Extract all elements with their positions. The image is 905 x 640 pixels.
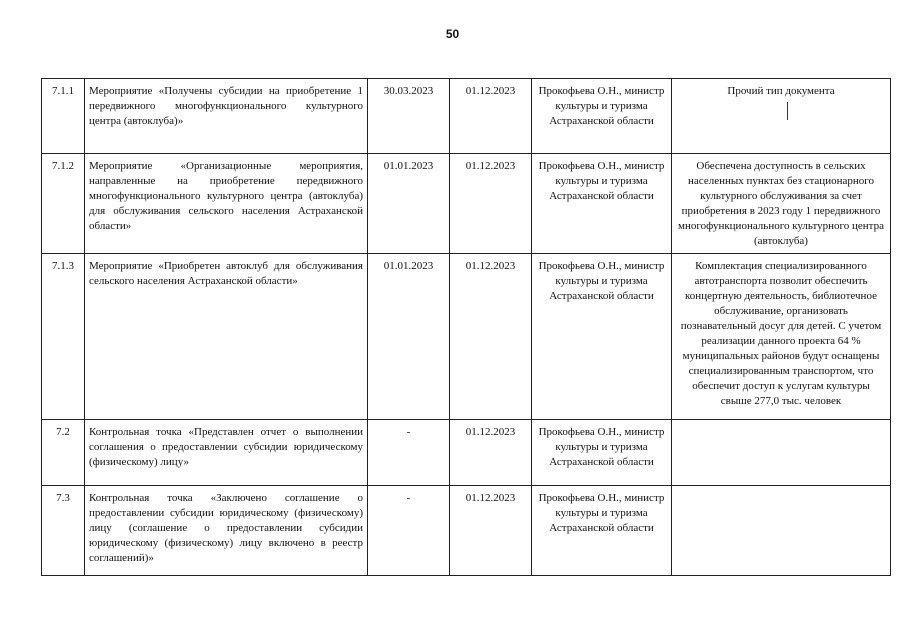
plan-table	[41, 78, 891, 576]
responsible-cell: Прокофьева О.Н., министр культуры и туризма Астраханской области	[532, 254, 672, 420]
table-row	[42, 79, 891, 154]
responsible-cell: Прокофьева О.Н., министр культуры и туризма Астраханской области	[532, 486, 672, 576]
row-number-cell: 7.1.3	[42, 254, 85, 420]
start-date-cell: 30.03.2023	[368, 79, 450, 154]
responsible-cell: Прокофьева О.Н., министр культуры и туризма Астраханской области	[532, 420, 672, 486]
row-number-cell: 7.2	[42, 420, 85, 486]
end-date-cell: 01.12.2023	[450, 79, 532, 154]
table-row	[42, 154, 891, 254]
event-name-cell: Контрольная точка «Представлен отчет о выполнении соглашения о предоставлении субсидии юридическому (физическому) лицу»	[85, 420, 368, 486]
event-name-cell: Мероприятие «Организационные мероприятия, направленные на приобретение передвижного многофункционального культурного центра (автоклуба) для обслуживания сельского населения Астраханской области»	[85, 154, 368, 254]
end-date-cell: 01.12.2023	[450, 486, 532, 576]
table-row	[42, 420, 891, 486]
row-number-cell: 7.1.1	[42, 79, 85, 154]
document-type-cell	[672, 420, 891, 486]
responsible-cell: Прокофьева О.Н., министр культуры и туризма Астраханской области	[532, 154, 672, 254]
page-number: 50	[445, 27, 460, 41]
row-number-cell: 7.1.2	[42, 154, 85, 254]
start-date-cell: -	[368, 420, 450, 486]
event-name-cell: Мероприятие «Получены субсидии на приобретение 1 передвижного многофункционального культурного центра (автоклуба)»	[85, 79, 368, 154]
table-row	[42, 254, 891, 420]
cursor-mark	[787, 102, 788, 120]
row-number-cell: 7.3	[42, 486, 85, 576]
document-type-cell	[672, 486, 891, 576]
start-date-cell: 01.01.2023	[368, 254, 450, 420]
responsible-cell: Прокофьева О.Н., министр культуры и туризма Астраханской области	[532, 79, 672, 154]
start-date-cell: -	[368, 486, 450, 576]
end-date-cell: 01.12.2023	[450, 254, 532, 420]
document-type-cell: Прочий тип документа	[672, 79, 891, 154]
table-row	[42, 486, 891, 576]
document-type-cell: Комплектация специализированного автотранспорта позволит обеспечить концертную деятельность, библиотечное обслуживание, организовать познавательный досуг для детей. С учетом реализации данного проекта 64 % муниципальных районов будут оснащены специализированным транспортом, что обеспечит доступ к услугам культуры свыше 277,0 тыс. человек	[672, 254, 891, 420]
event-name-cell: Мероприятие «Приобретен автоклуб для обслуживания сельского населения Астраханской области»	[85, 254, 368, 420]
end-date-cell: 01.12.2023	[450, 420, 532, 486]
document-type-cell: Обеспечена доступность в сельских населенных пунктах без стационарного культурного обслуживания за счет приобретения в 2023 году 1 передвижного многофункционального культурного центра (автоклуба)	[672, 154, 891, 254]
event-name-cell: Контрольная точка «Заключено соглашение о предоставлении субсидии юридическому (физическому) лицу (соглашение о предоставлении субсидии юридическому (физическому) лицу включено в реестр соглашений)»	[85, 486, 368, 576]
end-date-cell: 01.12.2023	[450, 154, 532, 254]
start-date-cell: 01.01.2023	[368, 154, 450, 254]
